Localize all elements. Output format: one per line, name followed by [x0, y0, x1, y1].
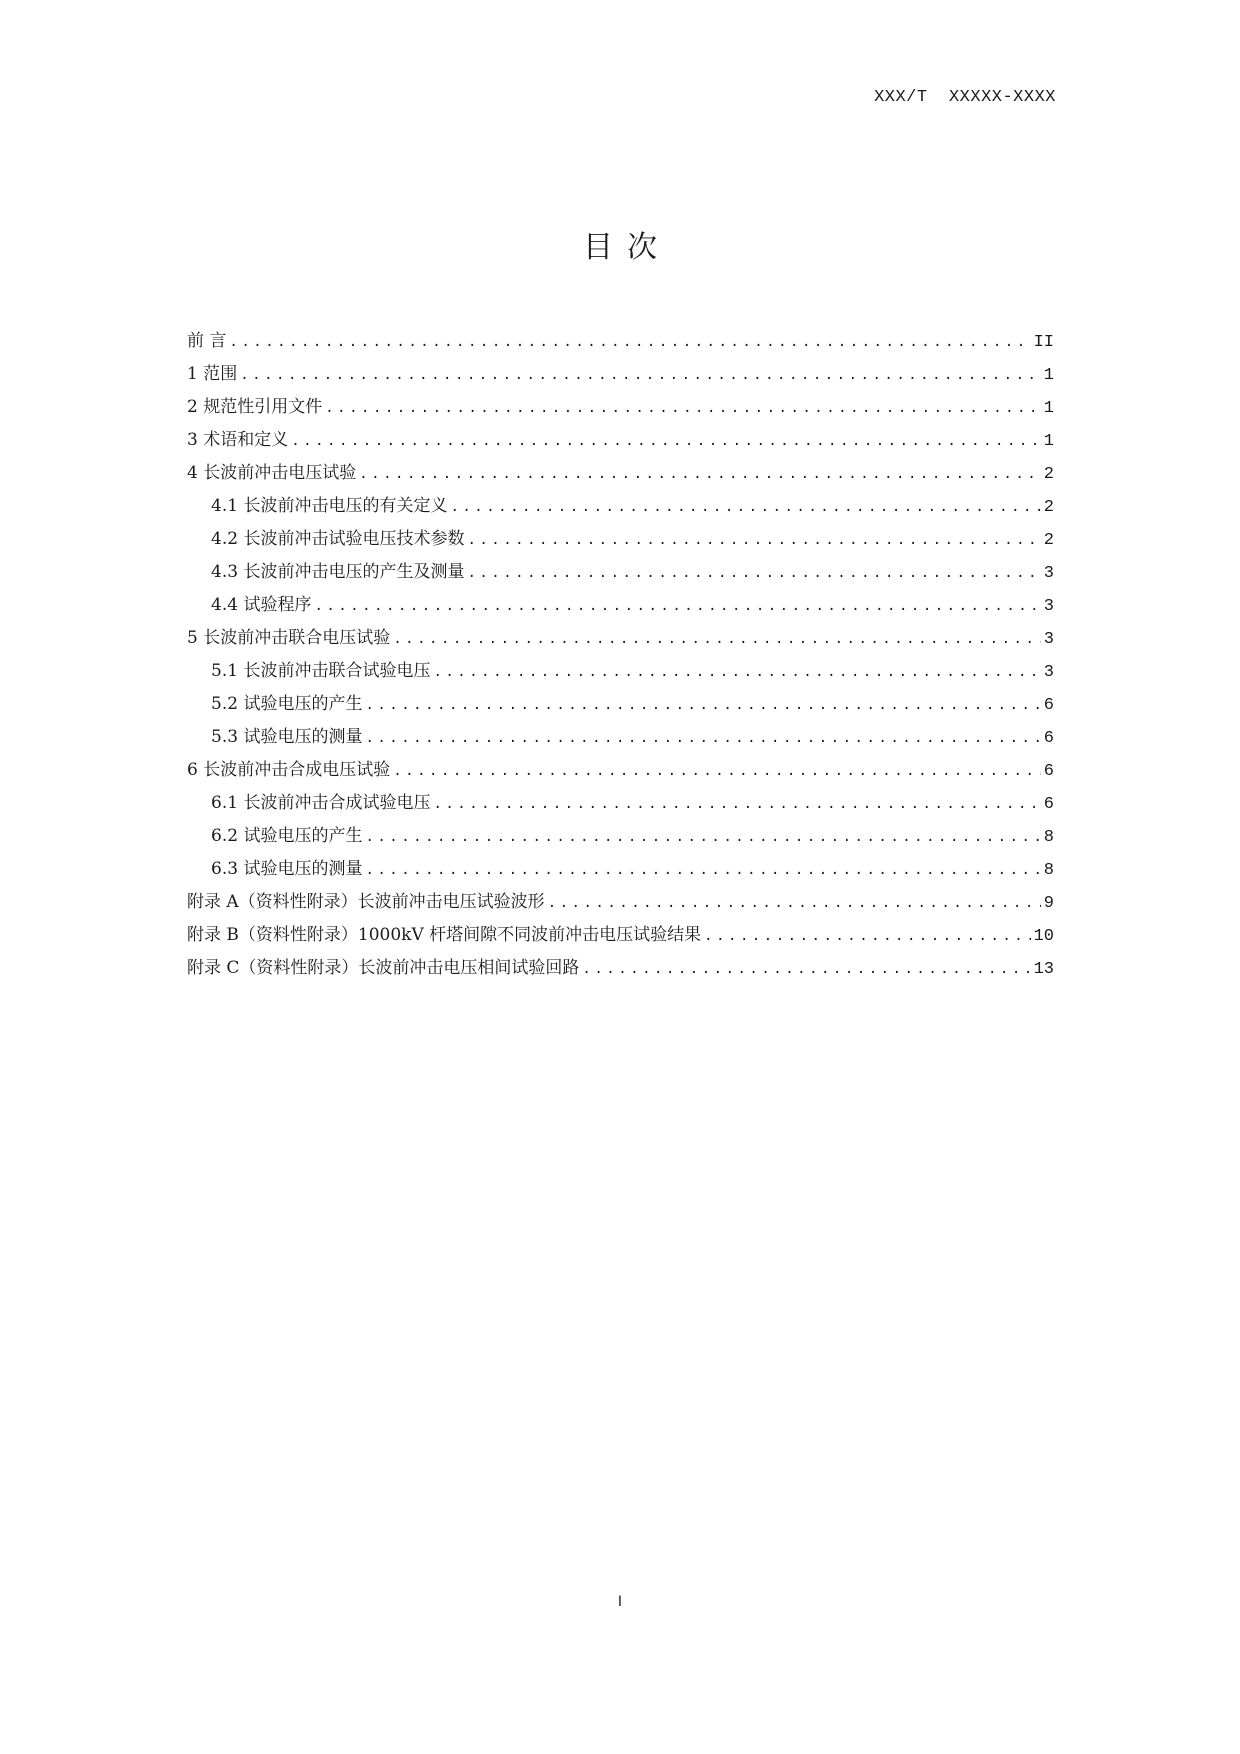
toc-subentry[interactable]	[187, 557, 1054, 590]
toc-subentry[interactable]	[187, 821, 1054, 854]
page-number: I	[617, 1594, 623, 1610]
toc-entry-page: 6	[1043, 729, 1054, 748]
toc-entry-label: 4.3 长波前冲击电压的产生及测量	[211, 562, 465, 582]
toc-entry-page: 3	[1043, 663, 1054, 682]
toc-entry-label: 附录 B（资料性附录）1000kV 杆塔间隙不同波前冲击电压试验结果	[187, 925, 702, 945]
toc-entry-label: 附录 A（资料性附录）长波前冲击电压试验波形	[187, 892, 545, 912]
toc-leader-dots	[359, 466, 1041, 482]
toc-entry-appendix[interactable]	[187, 953, 1054, 986]
toc-entry-page: 13	[1033, 960, 1054, 979]
toc-leader-dots	[325, 400, 1041, 416]
toc-entry-page: 10	[1033, 927, 1054, 946]
toc-entry-page: 8	[1043, 828, 1054, 847]
toc-entry-label: 6.3 试验电压的测量	[211, 859, 363, 879]
toc-entry-page: 6	[1043, 696, 1054, 715]
toc-entry-label: 4.4 试验程序	[211, 595, 312, 615]
toc-entry-page: II	[1033, 333, 1054, 352]
toc-subentry[interactable]	[187, 689, 1054, 722]
toc-entry-label: 附录 C（资料性附录）长波前冲击电压相间试验回路	[187, 958, 580, 978]
toc-leader-dots	[365, 829, 1040, 845]
document-code: XXX/T XXXXX-XXXX	[874, 88, 1056, 107]
table-of-contents	[187, 326, 1054, 986]
toc-entry-label: 5 长波前冲击联合电压试验	[187, 628, 391, 648]
toc-entry-label: 3 术语和定义	[187, 430, 289, 450]
toc-entry[interactable]	[187, 623, 1054, 656]
toc-entry-label: 2 规范性引用文件	[187, 397, 323, 417]
toc-entry-page: 1	[1043, 366, 1054, 385]
toc-entry[interactable]	[187, 359, 1054, 392]
toc-entry-page: 6	[1043, 795, 1054, 814]
toc-entry-page: 3	[1043, 597, 1054, 616]
toc-entry-label: 5.3 试验电压的测量	[211, 727, 363, 747]
toc-leader-dots	[433, 664, 1040, 680]
toc-entry[interactable]	[187, 326, 1054, 359]
toc-entry-page: 3	[1043, 630, 1054, 649]
toc-entry-label: 4.2 长波前冲击试验电压技术参数	[211, 529, 465, 549]
toc-entry[interactable]	[187, 755, 1054, 788]
toc-entry-page: 6	[1043, 762, 1054, 781]
toc-entry-label: 6 长波前冲击合成电压试验	[187, 760, 391, 780]
toc-entry-label: 前 言	[187, 331, 227, 351]
toc-leader-dots	[548, 895, 1041, 911]
toc-entry-label: 4 长波前冲击电压试验	[187, 463, 357, 483]
toc-subentry[interactable]	[187, 788, 1054, 821]
toc-leader-dots	[291, 433, 1041, 449]
toc-subentry[interactable]	[187, 722, 1054, 755]
toc-entry-label: 6.1 长波前冲击合成试验电压	[211, 793, 431, 813]
toc-entry-page: 8	[1043, 861, 1054, 880]
toc-entry-appendix[interactable]	[187, 920, 1054, 953]
toc-entry-page: 9	[1043, 894, 1054, 913]
page-title: 目次	[583, 230, 671, 265]
toc-entry-label: 1 范围	[187, 364, 238, 384]
toc-leader-dots	[240, 367, 1041, 383]
toc-entry-label: 4.1 长波前冲击电压的有关定义	[211, 496, 448, 516]
toc-entry-appendix[interactable]	[187, 887, 1054, 920]
toc-subentry[interactable]	[187, 590, 1054, 623]
toc-entry-page: 1	[1043, 399, 1054, 418]
toc-entry[interactable]	[187, 392, 1054, 425]
toc-subentry[interactable]	[187, 491, 1054, 524]
toc-leader-dots	[582, 961, 1030, 977]
toc-leader-dots	[467, 565, 1040, 581]
toc-leader-dots	[314, 598, 1040, 614]
toc-entry[interactable]	[187, 425, 1054, 458]
toc-leader-dots	[450, 499, 1040, 515]
toc-subentry[interactable]	[187, 524, 1054, 557]
toc-leader-dots	[365, 697, 1040, 713]
toc-leader-dots	[467, 532, 1040, 548]
toc-entry-page: 3	[1043, 564, 1054, 583]
toc-entry-page: 2	[1043, 531, 1054, 550]
toc-leader-dots	[704, 928, 1030, 944]
toc-leader-dots	[433, 796, 1040, 812]
toc-leader-dots	[393, 763, 1041, 779]
toc-entry[interactable]	[187, 458, 1054, 491]
toc-subentry[interactable]	[187, 854, 1054, 887]
toc-entry-label: 6.2 试验电压的产生	[211, 826, 363, 846]
toc-entry-label: 5.1 长波前冲击联合试验电压	[211, 661, 431, 681]
toc-leader-dots	[393, 631, 1041, 647]
toc-entry-page: 2	[1043, 498, 1054, 517]
toc-entry-page: 2	[1043, 465, 1054, 484]
toc-leader-dots	[365, 862, 1040, 878]
toc-subentry[interactable]	[187, 656, 1054, 689]
toc-leader-dots	[365, 730, 1040, 746]
toc-leader-dots	[229, 334, 1030, 350]
toc-entry-label: 5.2 试验电压的产生	[211, 694, 363, 714]
toc-entry-page: 1	[1043, 432, 1054, 451]
